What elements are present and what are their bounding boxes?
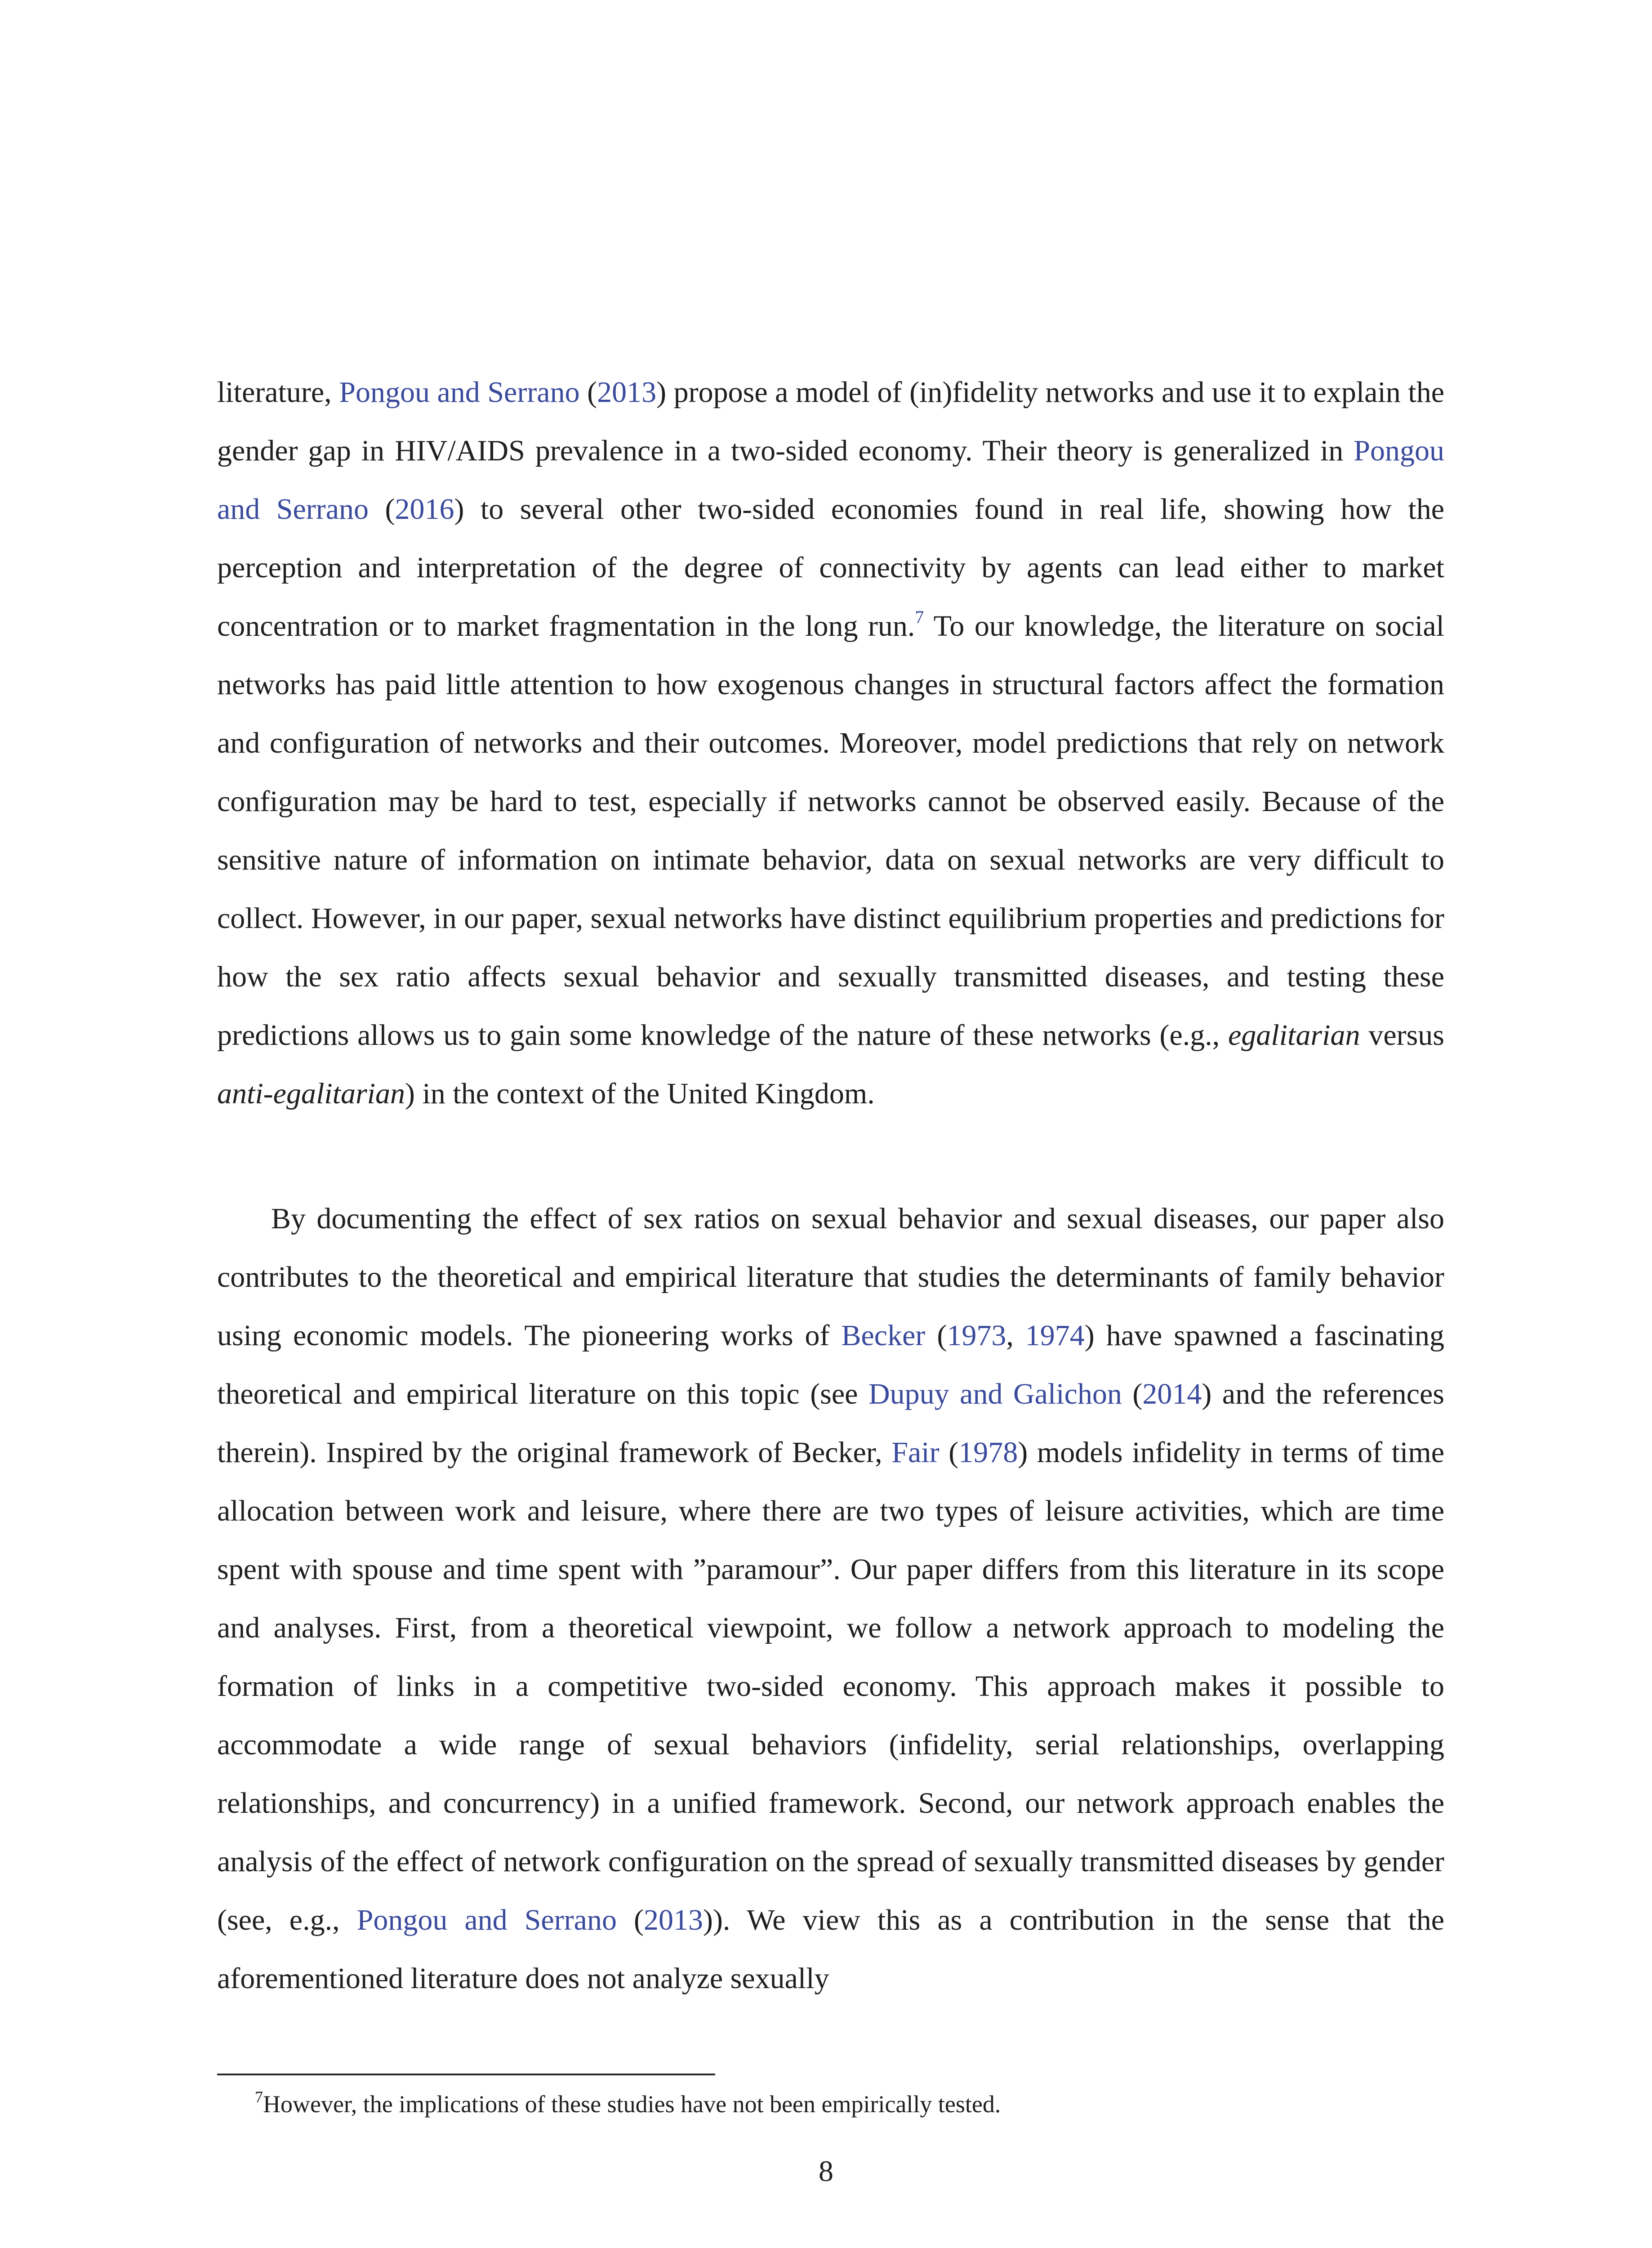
citation-link[interactable]: 1978 [958,1436,1018,1469]
body-text: literature, [217,376,339,409]
footnote-reference[interactable]: 7 [915,607,924,627]
citation-link[interactable]: 2013 [597,376,657,409]
citation-link[interactable]: Pongou and Serrano [356,1904,617,1936]
body-text: ( [939,1436,959,1469]
body-text: To our knowledge, the literature on social networks has paid little attention to how exogenous changes in structural factors affect the formation and configuration of networks and their outcomes. Moreover, model predictions that rely on network configuration may be hard to test, especially if networks cannot be observed easily. Because of the sensitive nature of information on intimate behavior, data on sexual networks are very difficult to collect. However, in our paper, sexual networks have distinct equilibrium properties and predictions for how the sex ratio affects sexual behavior and sexually transmitted diseases, and testing these predictions allows us to gain some knowledge of the nature of these networks (e.g., [217,610,1444,1052]
body-text: )). We view this as a contribution in the sense that the aforementioned literature does not analyze sexually [217,1904,1444,1995]
footnote-divider [217,2074,715,2075]
body-text: ) models infidelity in terms of time allocation between work and leisure, where there are two types of leisure activities, which are time spent with spouse and time spent with ”paramour”. Our paper differs from this literature in its scope and analyses. First, from a theoretical viewpoint, we follow a network approach to modeling the formation of links in a competitive two-sided economy. This approach makes it possible to accommodate a wide range of sexual behaviors (infidelity, serial relationships, overlapping relationships, and concurrency) in a unified framework. Second, our network approach enables the analysis of the effect of network configuration on the spread of sexually transmitted diseases by gender (see, e.g., [217,1436,1444,1936]
body-text: ( [925,1319,947,1352]
body-text: ) propose a model of (in)fidelity networks and use it to explain the gender gap in HIV/AIDS prevalence in a two-sided economy. Their theory is generalized in [217,376,1444,467]
citation-link[interactable]: 2014 [1142,1378,1202,1410]
footnote-body [217,2083,1444,2126]
page-number: 8 [819,2155,833,2188]
body-text: ) in the context of the United Kingdom. [405,1077,875,1110]
body-text: ( [579,376,597,409]
citation-link[interactable]: 2013 [643,1904,703,1936]
emphasized-text: anti-egalitarian [217,1077,405,1110]
citation-link[interactable]: Becker [841,1319,926,1352]
footnote-marker: 7 [255,2088,263,2106]
body-text: ) have spawned a fascinating theoretical and empirical literature on this topic (see [217,1319,1444,1410]
body-text: ( [1122,1378,1143,1410]
body-text: ) to several other two-sided economies found in real life, showing how the perception and interpretation of the degree of connectivity by agents can lead either to market concentration or to market fragmentation in the long run. [217,493,1445,642]
emphasized-text: egalitarian [1228,1019,1360,1052]
body-text: ) and the references therein). Inspired by the original framework of Becker, [217,1378,1444,1469]
body-text: , [1006,1319,1025,1352]
body-text: ( [616,1904,644,1936]
body-text: By documenting the effect of sex ratios on sexual behavior and sexual diseases, our paper also contributes to the theoretical and empirical literature that studies the determinants of family behavior using economic models. The pioneering works of [217,1202,1444,1352]
body-text: ( [369,493,395,526]
citation-link[interactable]: 2016 [395,493,454,526]
citation-link[interactable]: Dupuy and Galichon [868,1378,1122,1410]
paragraph-text [217,1190,1444,2008]
citation-link[interactable]: Pongou and Serrano [217,434,1444,526]
citation-link[interactable]: Pongou and Serrano [339,376,580,409]
body-paragraph-1 [217,363,1444,1123]
body-paragraph-2 [217,1190,1444,2008]
body-text: versus [1360,1019,1444,1052]
citation-link[interactable]: Fair [891,1436,940,1469]
citation-link[interactable]: 1973 [947,1319,1006,1352]
paragraph-text [217,363,1444,1123]
citation-link[interactable]: 1974 [1025,1319,1085,1352]
footnote [217,2083,1444,2126]
footnote-text: However, the implications of these studies have not been empirically tested. [263,2091,1001,2118]
